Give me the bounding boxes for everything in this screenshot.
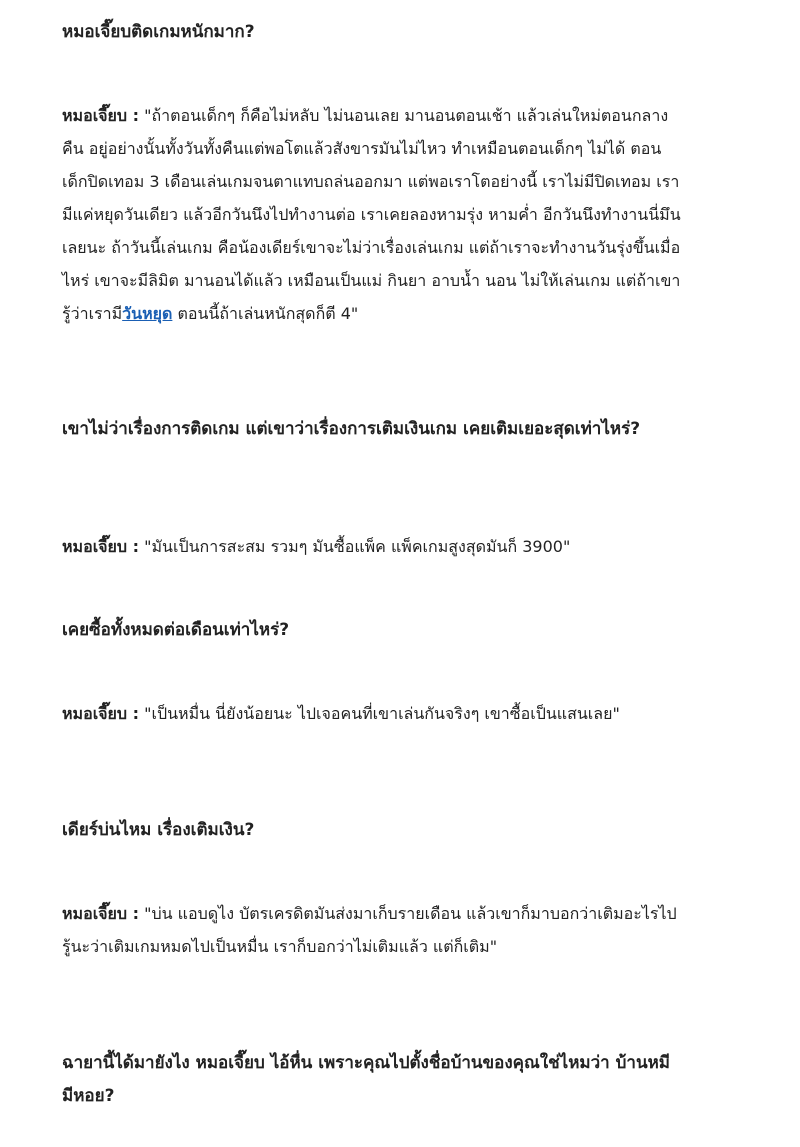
answer-paragraph: [62, 897, 682, 963]
question-heading: เคยซื้อทั้งหมดต่อเดือนเท่าไหร่?: [62, 620, 290, 640]
speaker-label: หมอเจี๊ยบ :: [62, 704, 140, 723]
question-heading: ฉายานี้ได้มายังไง หมอเจี๊ยบ ไอ้หื่น เพราะคุณไปตั้งชื่อบ้านของคุณใช่ไหมว่า บ้านหมี มีหอย?: [62, 1053, 671, 1106]
question-heading: เดียร์บ่นไหม เรื่องเติมเงิน?: [62, 820, 255, 840]
answer-paragraph: [62, 697, 620, 730]
speaker-label: หมอเจี๊ยบ :: [62, 106, 140, 125]
question-heading: เขาไม่ว่าเรื่องการติดเกม แต่เขาว่าเรื่องการเติมเงินเกม เคยเติมเยอะสุดเท่าไหร่?: [62, 419, 641, 439]
answer-text: "บ่น แอบดูไง บัตรเครดิตมันส่งมาเก็บรายเดือน แล้วเขาก็มาบอกว่าเติมอะไรไป รู้นะว่าเติมเกมหมดไปเป็นหมื่น เราก็บอกว่าไม่เติมแล้ว แต่ก็เติม": [62, 904, 677, 956]
speaker-label: หมอเจี๊ยบ :: [62, 904, 140, 923]
answer-text: "ถ้าตอนเด็กๆ ก็คือไม่หลับ ไม่นอนเลย มานอนตอนเช้า แล้วเล่นใหม่ตอนกลางคืน อยู่อย่างนั้นทั้งวันทั้งคืนแต่พอโตแล้วสังขารมันไม่ไหว ทำเหมือนตอนเด็กๆ ไม่ได้ ตอนเด็กปิดเทอม 3 เดือนเล่นเกมจนตาแทบถล่นออกมา แต่พอเราโตอย่างนี้ เราไม่มีปิดเทอม เรามีแค่หยุดวันเดียว แล้วอีกวันนึงไปทำงานต่อ เราเคยลองหามรุ่ง หามค่ำ อีกวันนึงทำงานนี่มึนเลยนะ ถ้าวันนี้เล่นเกม คือน้องเดียร์เขาจะไม่ว่าเรื่องเล่นเกม แต่ถ้าเราจะทำงานวันรุ่งขึ้นเมื่อไหร่ เขาจะมีลิมิต มานอนได้แล้ว เหมือนเป็นแม่ กินยา อาบน้ำ นอน ไม่ให้เล่นเกม แต่ถ้าเขารู้ว่าเรามี: [62, 106, 681, 323]
holiday-link[interactable]: วันหยุด: [122, 304, 173, 323]
speaker-label: หมอเจี๊ยบ :: [62, 537, 140, 556]
question-heading: หมอเจี๊ยบติดเกมหนักมาก?: [62, 22, 255, 42]
answer-text: "มันเป็นการสะสม รวมๆ มันซื้อแพ็ค แพ็คเกมสูงสุดมันก็ 3900": [139, 537, 571, 556]
answer-paragraph: [62, 99, 682, 330]
answer-text: "เป็นหมื่น นี่ยังน้อยนะ ไปเจอคนที่เขาเล่นกันจริงๆ เขาซื้อเป็นแสนเลย": [139, 704, 620, 723]
answer-paragraph: [62, 530, 570, 563]
answer-text: ตอนนี้ถ้าเล่นหนักสุดก็ตี 4": [172, 304, 359, 323]
